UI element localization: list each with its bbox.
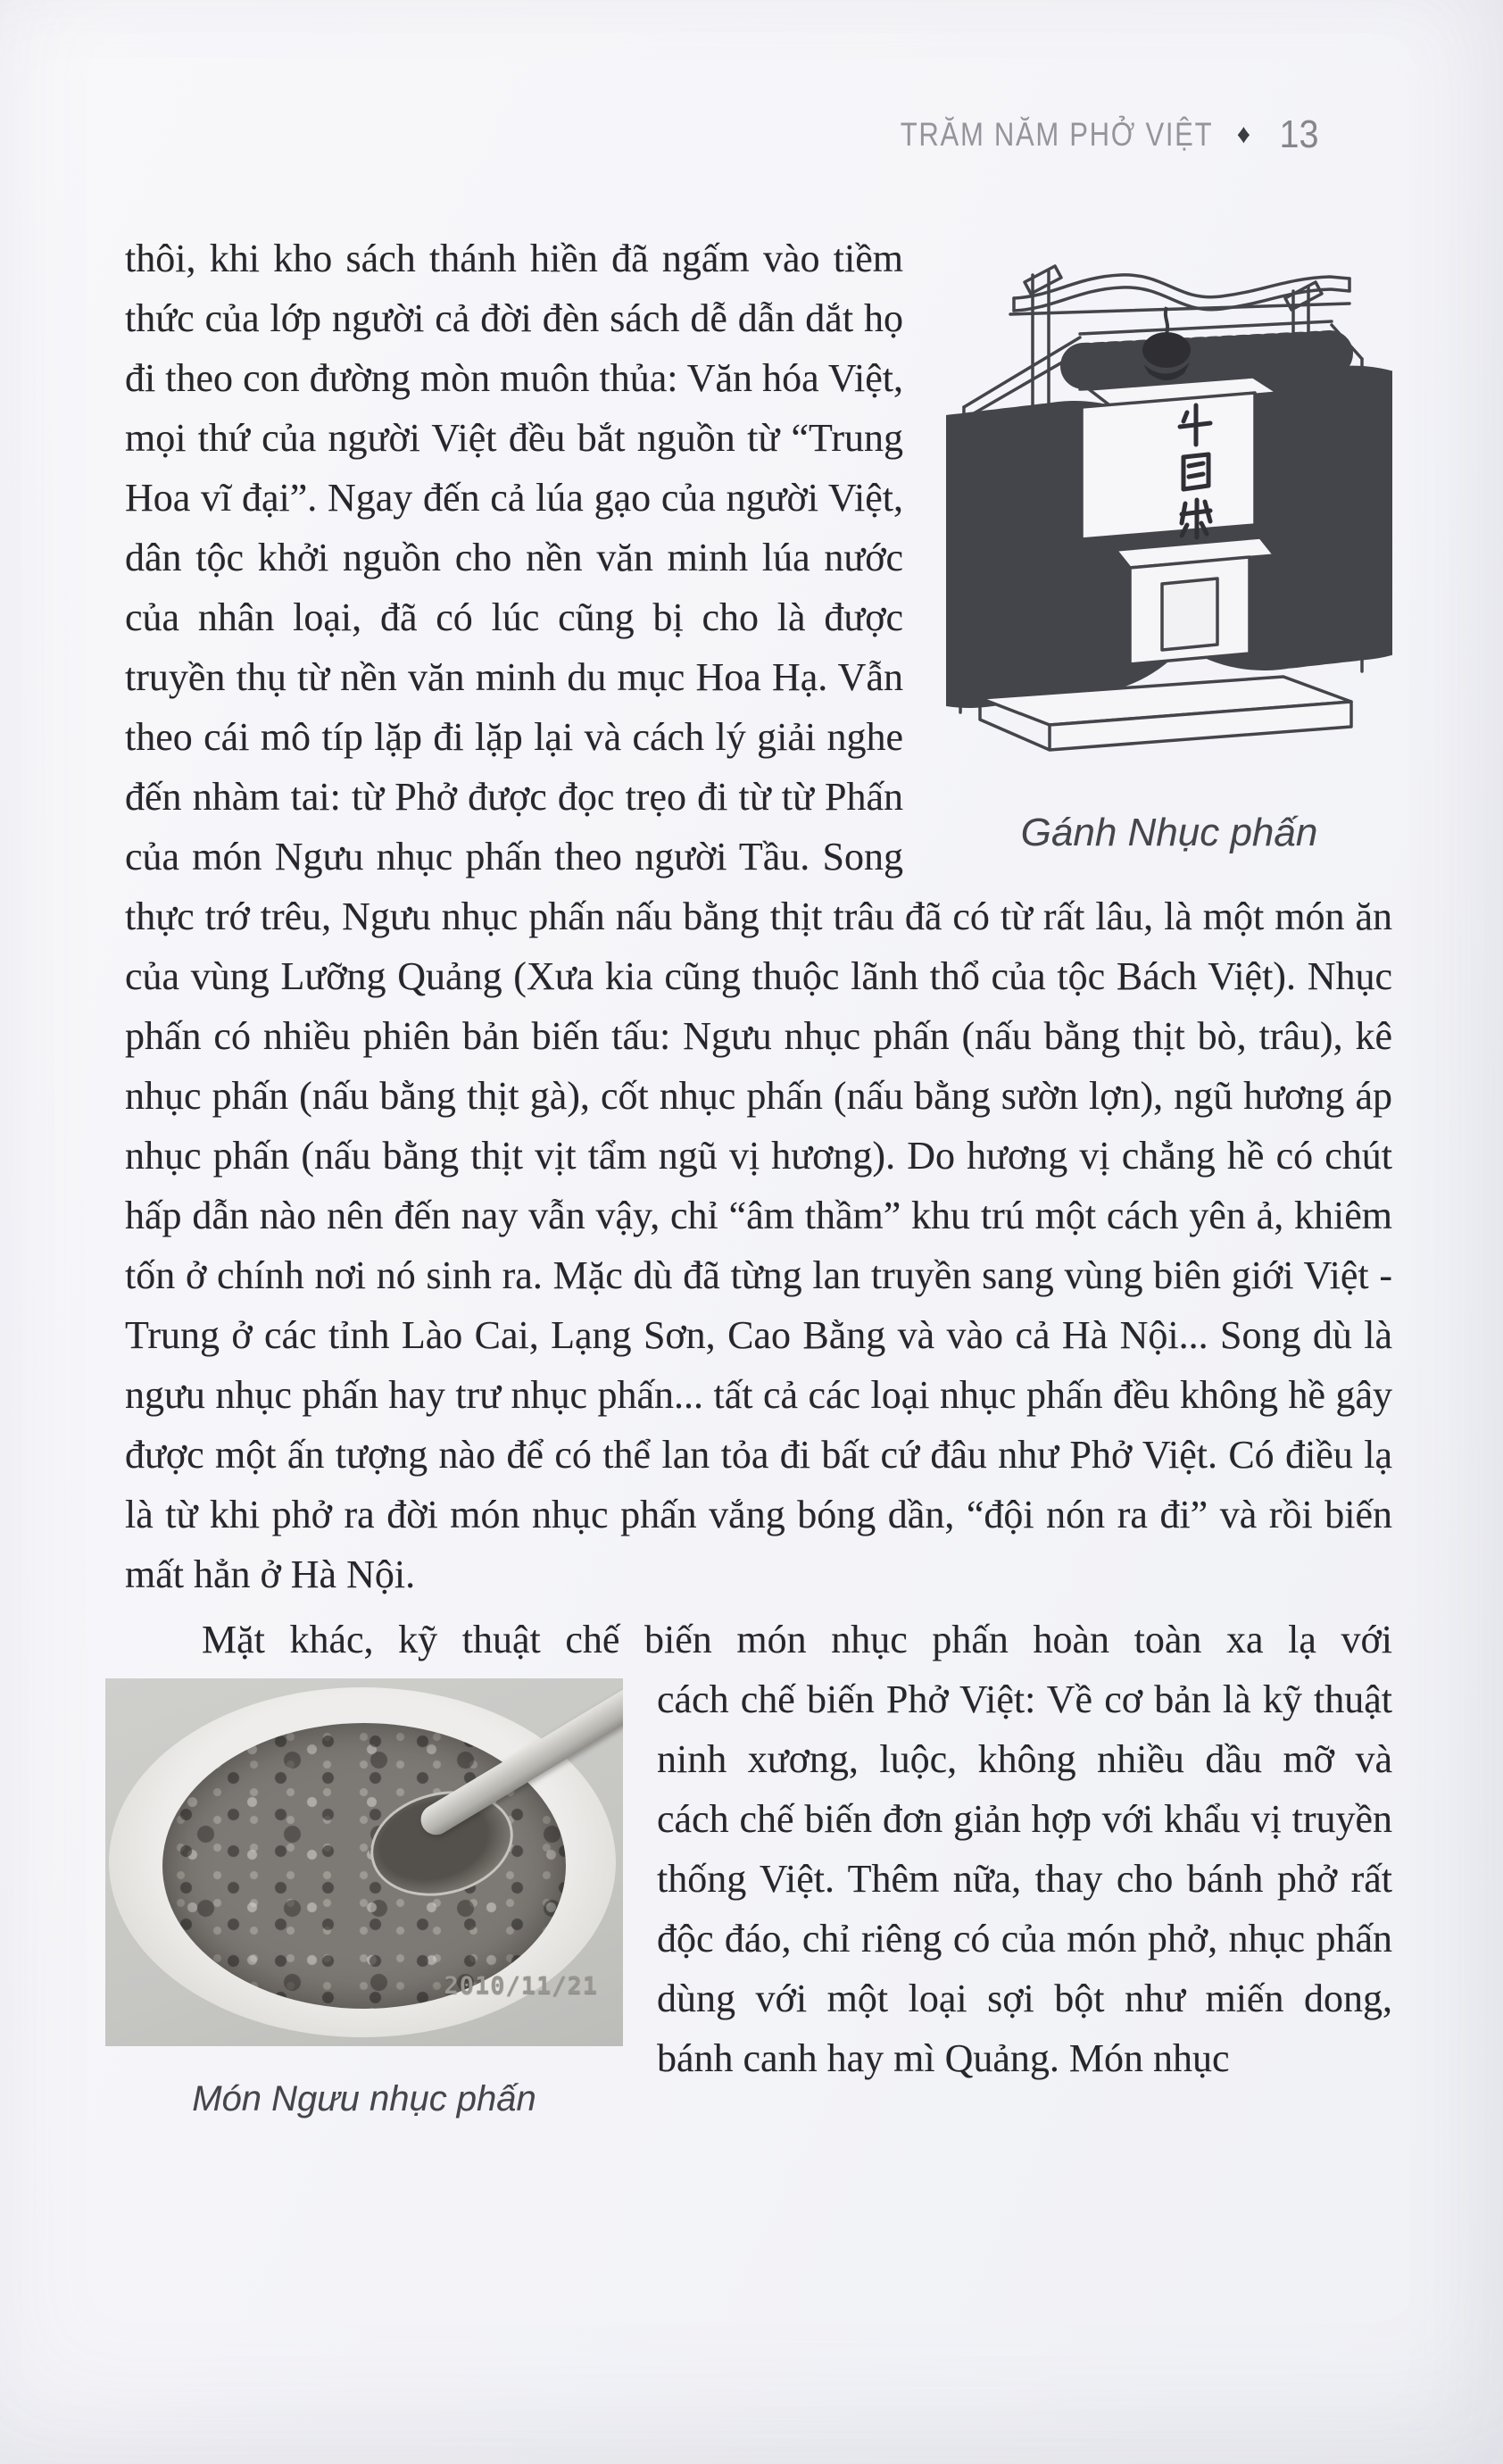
nhuc-phan-carrier-illustration (946, 255, 1392, 773)
illustration-figure (946, 255, 1392, 862)
diamond-separator-icon: ♦ (1236, 120, 1251, 149)
page-number: 13 (1279, 112, 1319, 156)
illustration-caption: Gánh Nhục phấn (1020, 811, 1318, 854)
paragraph-1-text: thôi, khi kho sách thánh hiền đã ngấm vào tiềm thức của lớp người cả đời đèn sách dễ dẫn dắt họ đi theo con đường mòn muôn thủa: Văn hóa Việt, mọi thứ của người Việt đều bắt nguồn từ “Trung Hoa vĩ đại”. Ngay đến cả lúa gạo của người Việt, dân tộc khởi nguồn cho nền văn minh lúa nước của nhân loại, đã có lúc cũng bị cho là được truyền thụ từ nền văn minh du mục Hoa Hạ. Vẫn theo cái mô típ lặp đi lặp lại và cách lý giải nghe đến nhàm tai: từ Phở được đọc trẹo đi từ từ Phấn của món Ngưu nhục phấn theo người Tầu. Song thực trớ trêu, Ngưu nhục phấn nấu bằng thịt trâu đã có từ rất lâu, là một món ăn của vùng Lưỡng Quảng (Xưa kia cũng thuộc lãnh thổ của tộc Bách Việt). Nhục phấn có nhiều phiên bản biến tấu: Ngưu nhục phấn (nấu bằng thịt bò, trâu), kê nhục phấn (nấu bằng thịt gà), cốt nhục phấn (nấu bằng sườn lợn), ngũ hương áp nhục phấn (nấu bằng thịt vịt tẩm ngũ vị hương). Do hương vị chẳng hề có chút hấp dẫn nào nên đến nay vẫn vậy, chỉ “âm thầm” khu trú một cách yên ả, khiêm tốn ở chính nơi nó sinh ra. Mặc dù đã từng lan truyền sang vùng biên giới Việt - Trung ở các tỉnh Lào Cai, Lạng Sơn, Cao Bằng và vào cả Hà Nội... Song dù là ngưu nhục phấn hay trư nhục phấn... tất cả các loại nhục phấn đều không hề gây được một ấn tượng nào để có thể lan tỏa đi bất cứ đâu như Phở Việt. Có điều lạ là từ khi phở ra đời món nhục phấn vắng bóng dần, “đội nón ra đi” và rồi biến mất hẳn ở Hà Nội. (125, 237, 1392, 1596)
paragraph-2-first-line: Mặt khác, kỹ thuật chế biến món nhục phấn hoàn toàn xa lạ với (202, 1618, 1392, 1661)
page-body (125, 229, 1392, 2145)
soup-bowl-photo (105, 1678, 623, 2046)
photo-timestamp: 2010/11/21 (444, 1972, 598, 2000)
photo-caption: Món Ngưu nhục phấn (192, 2079, 536, 2119)
photo-figure (105, 1678, 623, 2129)
paragraph-1 (125, 229, 1392, 1604)
page-header (841, 112, 1321, 157)
paragraph-2-continued (125, 1669, 1392, 2145)
running-title: TRĂM NĂM PHỞ VIỆT (901, 116, 1214, 153)
paragraph-2-text: cách chế biến Phở Việt: Về cơ bản là kỹ thuật ninh xương, luộc, không nhiều dầu mỡ và cách chế biến đơn giản hợp với khẩu vị truyền thống Việt. Thêm nữa, thay cho bánh phở rất độc đáo, chỉ riêng có của món phở, nhục phấn dùng với một loại sợi bột như miến dong, bánh canh hay mì Quảng. Món nhục (657, 1677, 1392, 2080)
